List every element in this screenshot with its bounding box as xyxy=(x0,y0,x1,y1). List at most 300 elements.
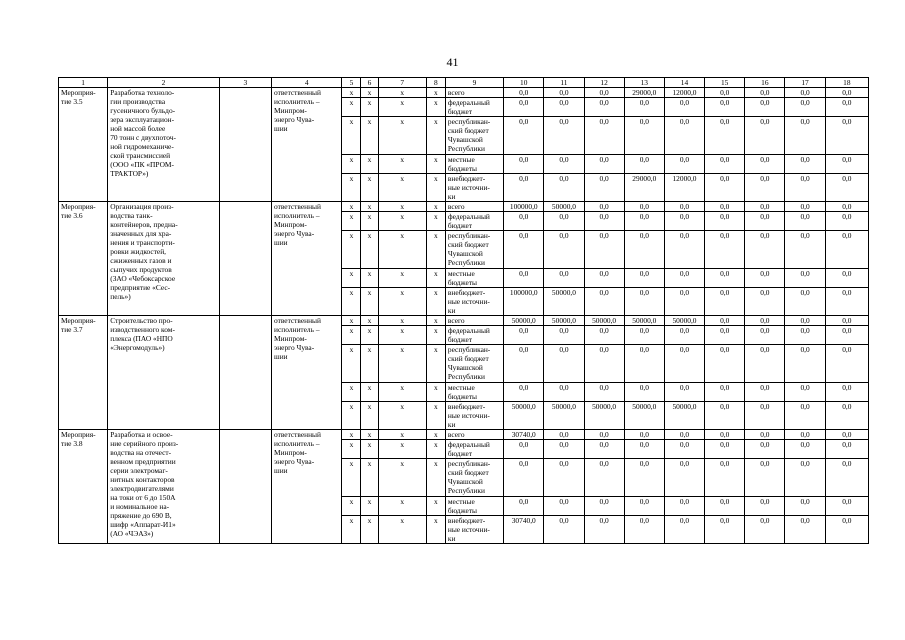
x-mark: x xyxy=(361,440,378,459)
amount-value: 0,0 xyxy=(504,174,544,202)
x-mark: x xyxy=(361,174,378,202)
measure-id: Мероприя- тие 3.7 xyxy=(59,316,108,430)
amount-value: 0,0 xyxy=(785,202,825,212)
page-number: 41 xyxy=(446,55,459,69)
column-number-header: 12 xyxy=(584,78,624,88)
amount-value: 0,0 xyxy=(785,88,825,98)
x-mark: x xyxy=(342,459,361,497)
x-mark: x xyxy=(426,212,445,231)
x-mark: x xyxy=(378,269,426,288)
amount-value: 50000,0 xyxy=(544,402,584,430)
x-mark: x xyxy=(342,269,361,288)
amount-value: 0,0 xyxy=(705,98,745,117)
column-number-header: 1 xyxy=(59,78,108,88)
amount-value: 0,0 xyxy=(785,440,825,459)
amount-value: 0,0 xyxy=(504,383,544,402)
amount-value: 0,0 xyxy=(544,459,584,497)
table-row xyxy=(59,430,869,440)
column-number-header: 4 xyxy=(272,78,342,88)
measure-name: Строительство про- изводственного ком- плекса (ПАО «НПО «Энергомодуль») xyxy=(108,316,220,430)
amount-value: 0,0 xyxy=(664,231,704,269)
funding-source: внебюджет- ные источни- ки xyxy=(445,288,503,316)
x-mark: x xyxy=(426,231,445,269)
amount-value: 0,0 xyxy=(825,316,868,326)
column-number-header: 3 xyxy=(219,78,271,88)
amount-value: 0,0 xyxy=(705,202,745,212)
amount-value: 0,0 xyxy=(785,430,825,440)
amount-value: 0,0 xyxy=(584,174,624,202)
x-mark: x xyxy=(342,345,361,383)
amount-value: 0,0 xyxy=(544,440,584,459)
empty-cell xyxy=(219,88,271,202)
amount-value: 0,0 xyxy=(584,497,624,516)
funding-source: федеральный бюджет xyxy=(445,326,503,345)
amount-value: 0,0 xyxy=(745,516,785,544)
amount-value: 0,0 xyxy=(705,269,745,288)
amount-value: 0,0 xyxy=(584,88,624,98)
amount-value: 0,0 xyxy=(504,345,544,383)
amount-value: 0,0 xyxy=(624,202,664,212)
amount-value: 0,0 xyxy=(705,430,745,440)
x-mark: x xyxy=(426,326,445,345)
amount-value: 0,0 xyxy=(544,98,584,117)
amount-value: 50000,0 xyxy=(544,288,584,316)
amount-value: 0,0 xyxy=(745,326,785,345)
empty-cell xyxy=(219,316,271,430)
amount-value: 0,0 xyxy=(825,516,868,544)
x-mark: x xyxy=(361,98,378,117)
x-mark: x xyxy=(361,316,378,326)
amount-value: 0,0 xyxy=(664,497,704,516)
header-row xyxy=(59,78,869,88)
amount-value: 0,0 xyxy=(745,202,785,212)
x-mark: x xyxy=(342,231,361,269)
x-mark: x xyxy=(378,383,426,402)
measure-name: Разработка техноло- гии производства гусеничного бульдо- зера эксплуатацион- ной массой более 70 тонн с двухпоточ- ной гидромеханиче- ской трансмиссией (ООО «ПК «ПРОМ- ТРАКТОР») xyxy=(108,88,220,202)
x-mark: x xyxy=(361,430,378,440)
amount-value: 0,0 xyxy=(745,430,785,440)
amount-value: 0,0 xyxy=(504,440,544,459)
amount-value: 0,0 xyxy=(584,231,624,269)
amount-value: 0,0 xyxy=(664,459,704,497)
amount-value: 0,0 xyxy=(504,155,544,174)
amount-value: 50000,0 xyxy=(544,202,584,212)
x-mark: x xyxy=(342,202,361,212)
executor: ответственный исполнитель – Минпром- энерго Чува- шии xyxy=(272,88,342,202)
column-number-header: 17 xyxy=(785,78,825,88)
amount-value: 0,0 xyxy=(544,516,584,544)
amount-value: 0,0 xyxy=(705,231,745,269)
amount-value: 0,0 xyxy=(544,345,584,383)
amount-value: 0,0 xyxy=(584,212,624,231)
amount-value: 12000,0 xyxy=(664,174,704,202)
x-mark: x xyxy=(342,497,361,516)
amount-value: 0,0 xyxy=(705,117,745,155)
amount-value: 0,0 xyxy=(745,316,785,326)
amount-value: 0,0 xyxy=(785,326,825,345)
amount-value: 30740,0 xyxy=(504,516,544,544)
amount-value: 0,0 xyxy=(624,345,664,383)
x-mark: x xyxy=(426,202,445,212)
table-row xyxy=(59,316,869,326)
funding-source: всего xyxy=(445,316,503,326)
amount-value: 0,0 xyxy=(825,98,868,117)
amount-value: 0,0 xyxy=(825,269,868,288)
amount-value: 29000,0 xyxy=(624,88,664,98)
x-mark: x xyxy=(378,231,426,269)
amount-value: 0,0 xyxy=(624,98,664,117)
empty-cell xyxy=(219,202,271,316)
amount-value: 0,0 xyxy=(745,440,785,459)
amount-value: 0,0 xyxy=(624,326,664,345)
column-number-header: 7 xyxy=(378,78,426,88)
amount-value: 0,0 xyxy=(825,402,868,430)
x-mark: x xyxy=(426,269,445,288)
amount-value: 0,0 xyxy=(785,383,825,402)
amount-value: 0,0 xyxy=(664,288,704,316)
amount-value: 0,0 xyxy=(785,345,825,383)
x-mark: x xyxy=(426,516,445,544)
x-mark: x xyxy=(361,326,378,345)
amount-value: 50000,0 xyxy=(624,316,664,326)
amount-value: 50000,0 xyxy=(664,402,704,430)
amount-value: 0,0 xyxy=(705,402,745,430)
amount-value: 0,0 xyxy=(664,383,704,402)
amount-value: 0,0 xyxy=(504,459,544,497)
amount-value: 100000,0 xyxy=(504,288,544,316)
empty-cell xyxy=(219,430,271,544)
x-mark: x xyxy=(361,212,378,231)
amount-value: 0,0 xyxy=(624,117,664,155)
x-mark: x xyxy=(361,459,378,497)
amount-value: 0,0 xyxy=(624,269,664,288)
x-mark: x xyxy=(378,345,426,383)
amount-value: 0,0 xyxy=(504,326,544,345)
amount-value: 0,0 xyxy=(785,459,825,497)
amount-value: 0,0 xyxy=(745,402,785,430)
amount-value: 0,0 xyxy=(624,430,664,440)
x-mark: x xyxy=(361,202,378,212)
amount-value: 0,0 xyxy=(544,326,584,345)
funding-source: местные бюджеты xyxy=(445,269,503,288)
x-mark: x xyxy=(342,117,361,155)
amount-value: 0,0 xyxy=(705,316,745,326)
amount-value: 0,0 xyxy=(504,98,544,117)
amount-value: 0,0 xyxy=(745,117,785,155)
amount-value: 0,0 xyxy=(664,117,704,155)
amount-value: 0,0 xyxy=(504,231,544,269)
column-number-header: 8 xyxy=(426,78,445,88)
amount-value: 0,0 xyxy=(544,155,584,174)
amount-value: 0,0 xyxy=(825,326,868,345)
x-mark: x xyxy=(361,402,378,430)
amount-value: 0,0 xyxy=(705,497,745,516)
amount-value: 50000,0 xyxy=(584,402,624,430)
column-number-header: 5 xyxy=(342,78,361,88)
amount-value: 0,0 xyxy=(584,269,624,288)
amount-value: 50000,0 xyxy=(624,402,664,430)
x-mark: x xyxy=(342,212,361,231)
x-mark: x xyxy=(361,117,378,155)
x-mark: x xyxy=(378,430,426,440)
x-mark: x xyxy=(361,155,378,174)
amount-value: 0,0 xyxy=(745,212,785,231)
amount-value: 0,0 xyxy=(825,88,868,98)
amount-value: 0,0 xyxy=(624,440,664,459)
amount-value: 0,0 xyxy=(624,516,664,544)
amount-value: 0,0 xyxy=(544,117,584,155)
x-mark: x xyxy=(342,98,361,117)
amount-value: 0,0 xyxy=(745,174,785,202)
amount-value: 0,0 xyxy=(624,459,664,497)
measure-name: Организация произ- водства танк- контейнеров, предна- значенных для хра- нения и транспорти- ровки жидкостей, сжиженных газов и сыпучих продуктов (ЗАО «Чебоксарское предприятие «Сес- пель») xyxy=(108,202,220,316)
x-mark: x xyxy=(378,459,426,497)
x-mark: x xyxy=(426,117,445,155)
x-mark: x xyxy=(378,212,426,231)
amount-value: 0,0 xyxy=(584,459,624,497)
amount-value: 0,0 xyxy=(664,516,704,544)
funding-source: местные бюджеты xyxy=(445,497,503,516)
amount-value: 0,0 xyxy=(705,440,745,459)
x-mark: x xyxy=(342,326,361,345)
column-number-header: 14 xyxy=(664,78,704,88)
amount-value: 0,0 xyxy=(825,383,868,402)
x-mark: x xyxy=(361,516,378,544)
column-number-header: 16 xyxy=(745,78,785,88)
amount-value: 0,0 xyxy=(825,231,868,269)
funding-source: республикан- ский бюджет Чувашской Республики xyxy=(445,459,503,497)
amount-value: 0,0 xyxy=(544,88,584,98)
column-number-header: 15 xyxy=(705,78,745,88)
amount-value: 0,0 xyxy=(664,98,704,117)
funding-source: республикан- ский бюджет Чувашской Республики xyxy=(445,117,503,155)
amount-value: 12000,0 xyxy=(664,88,704,98)
amount-value: 0,0 xyxy=(664,212,704,231)
amount-value: 0,0 xyxy=(624,383,664,402)
amount-value: 0,0 xyxy=(705,88,745,98)
amount-value: 100000,0 xyxy=(504,202,544,212)
amount-value: 0,0 xyxy=(584,326,624,345)
amount-value: 0,0 xyxy=(745,231,785,269)
amount-value: 0,0 xyxy=(624,497,664,516)
amount-value: 0,0 xyxy=(705,174,745,202)
amount-value: 0,0 xyxy=(705,459,745,497)
x-mark: x xyxy=(342,440,361,459)
amount-value: 0,0 xyxy=(584,345,624,383)
amount-value: 0,0 xyxy=(664,430,704,440)
amount-value: 0,0 xyxy=(584,440,624,459)
x-mark: x xyxy=(342,516,361,544)
x-mark: x xyxy=(342,316,361,326)
amount-value: 0,0 xyxy=(705,288,745,316)
x-mark: x xyxy=(361,231,378,269)
x-mark: x xyxy=(378,316,426,326)
column-number-header: 6 xyxy=(361,78,378,88)
funding-source: внебюджет- ные источни- ки xyxy=(445,174,503,202)
amount-value: 0,0 xyxy=(504,497,544,516)
amount-value: 0,0 xyxy=(544,383,584,402)
measure-id: Мероприя- тие 3.8 xyxy=(59,430,108,544)
x-mark: x xyxy=(361,383,378,402)
amount-value: 50000,0 xyxy=(664,316,704,326)
amount-value: 0,0 xyxy=(785,98,825,117)
amount-value: 0,0 xyxy=(825,497,868,516)
amount-value: 0,0 xyxy=(785,212,825,231)
amount-value: 0,0 xyxy=(745,269,785,288)
funding-source: республикан- ский бюджет Чувашской Республики xyxy=(445,345,503,383)
amount-value: 0,0 xyxy=(584,202,624,212)
funding-source: всего xyxy=(445,88,503,98)
x-mark: x xyxy=(426,345,445,383)
amount-value: 0,0 xyxy=(584,516,624,544)
column-number-header: 2 xyxy=(108,78,220,88)
amount-value: 0,0 xyxy=(785,497,825,516)
x-mark: x xyxy=(342,402,361,430)
amount-value: 0,0 xyxy=(705,326,745,345)
amount-value: 0,0 xyxy=(504,269,544,288)
x-mark: x xyxy=(426,459,445,497)
amount-value: 0,0 xyxy=(785,516,825,544)
funding-source: внебюджет- ные источни- ки xyxy=(445,402,503,430)
amount-value: 0,0 xyxy=(705,212,745,231)
amount-value: 0,0 xyxy=(745,155,785,174)
x-mark: x xyxy=(426,440,445,459)
amount-value: 0,0 xyxy=(745,345,785,383)
x-mark: x xyxy=(361,497,378,516)
x-mark: x xyxy=(361,345,378,383)
amount-value: 0,0 xyxy=(664,269,704,288)
amount-value: 50000,0 xyxy=(504,316,544,326)
x-mark: x xyxy=(378,516,426,544)
amount-value: 0,0 xyxy=(544,269,584,288)
column-number-header: 13 xyxy=(624,78,664,88)
x-mark: x xyxy=(426,288,445,316)
amount-value: 0,0 xyxy=(785,231,825,269)
x-mark: x xyxy=(361,269,378,288)
table-row xyxy=(59,202,869,212)
funding-source: федеральный бюджет xyxy=(445,98,503,117)
x-mark: x xyxy=(378,155,426,174)
measure-name: Разработка и освое- ние серийного произ- водства на отечест- венном предприятии серии электромаг- нитных контакторов электродвигателями на токи от 6 до 150А и номинальное на- пряжение до 690 В, шифр «Аппарат-И1» (АО «ЧЭАЗ») xyxy=(108,430,220,544)
amount-value: 50000,0 xyxy=(584,316,624,326)
x-mark: x xyxy=(342,288,361,316)
amount-value: 0,0 xyxy=(825,459,868,497)
x-mark: x xyxy=(378,440,426,459)
amount-value: 29000,0 xyxy=(624,174,664,202)
amount-value: 0,0 xyxy=(785,117,825,155)
amount-value: 0,0 xyxy=(825,430,868,440)
amount-value: 0,0 xyxy=(705,155,745,174)
column-number-header: 9 xyxy=(445,78,503,88)
x-mark: x xyxy=(426,316,445,326)
amount-value: 0,0 xyxy=(825,174,868,202)
x-mark: x xyxy=(426,155,445,174)
amount-value: 0,0 xyxy=(584,155,624,174)
amount-value: 0,0 xyxy=(544,174,584,202)
x-mark: x xyxy=(342,174,361,202)
funding-source: местные бюджеты xyxy=(445,155,503,174)
amount-value: 0,0 xyxy=(544,231,584,269)
funding-source: внебюджет- ные источни- ки xyxy=(445,516,503,544)
measure-id: Мероприя- тие 3.5 xyxy=(59,88,108,202)
column-number-header: 10 xyxy=(504,78,544,88)
executor: ответственный исполнитель – Минпром- энерго Чува- шии xyxy=(272,430,342,544)
amount-value: 0,0 xyxy=(664,345,704,383)
amount-value: 0,0 xyxy=(584,98,624,117)
x-mark: x xyxy=(378,88,426,98)
amount-value: 0,0 xyxy=(825,440,868,459)
column-number-header: 18 xyxy=(825,78,868,88)
x-mark: x xyxy=(342,383,361,402)
x-mark: x xyxy=(378,174,426,202)
x-mark: x xyxy=(378,497,426,516)
executor: ответственный исполнитель – Минпром- энерго Чува- шии xyxy=(272,316,342,430)
amount-value: 0,0 xyxy=(705,383,745,402)
funding-source: республикан- ский бюджет Чувашской Республики xyxy=(445,231,503,269)
x-mark: x xyxy=(426,98,445,117)
funding-source: федеральный бюджет xyxy=(445,440,503,459)
amount-value: 0,0 xyxy=(544,212,584,231)
amount-value: 0,0 xyxy=(745,459,785,497)
amount-value: 30740,0 xyxy=(504,430,544,440)
amount-value: 0,0 xyxy=(544,497,584,516)
amount-value: 0,0 xyxy=(584,288,624,316)
amount-value: 0,0 xyxy=(664,202,704,212)
amount-value: 0,0 xyxy=(785,269,825,288)
funding-source: всего xyxy=(445,202,503,212)
x-mark: x xyxy=(361,288,378,316)
executor: ответственный исполнитель – Минпром- энерго Чува- шии xyxy=(272,202,342,316)
x-mark: x xyxy=(426,174,445,202)
x-mark: x xyxy=(378,288,426,316)
amount-value: 0,0 xyxy=(745,383,785,402)
amount-value: 0,0 xyxy=(624,212,664,231)
amount-value: 0,0 xyxy=(584,430,624,440)
amount-value: 0,0 xyxy=(745,497,785,516)
amount-value: 0,0 xyxy=(825,288,868,316)
amount-value: 0,0 xyxy=(745,288,785,316)
amount-value: 0,0 xyxy=(825,202,868,212)
amount-value: 0,0 xyxy=(745,98,785,117)
x-mark: x xyxy=(378,202,426,212)
amount-value: 0,0 xyxy=(825,345,868,383)
x-mark: x xyxy=(342,88,361,98)
amount-value: 50000,0 xyxy=(544,316,584,326)
amount-value: 0,0 xyxy=(584,117,624,155)
x-mark: x xyxy=(426,497,445,516)
amount-value: 0,0 xyxy=(785,288,825,316)
amount-value: 0,0 xyxy=(825,155,868,174)
amount-value: 0,0 xyxy=(624,231,664,269)
amount-value: 0,0 xyxy=(584,383,624,402)
x-mark: x xyxy=(342,430,361,440)
amount-value: 0,0 xyxy=(504,212,544,231)
x-mark: x xyxy=(378,98,426,117)
x-mark: x xyxy=(378,117,426,155)
amount-value: 0,0 xyxy=(785,174,825,202)
x-mark: x xyxy=(426,402,445,430)
amount-value: 0,0 xyxy=(705,516,745,544)
amount-value: 50000,0 xyxy=(504,402,544,430)
amount-value: 0,0 xyxy=(785,155,825,174)
amount-value: 0,0 xyxy=(664,440,704,459)
funding-source: всего xyxy=(445,430,503,440)
amount-value: 0,0 xyxy=(624,155,664,174)
amount-value: 0,0 xyxy=(785,402,825,430)
amount-value: 0,0 xyxy=(624,288,664,316)
column-number-header: 11 xyxy=(544,78,584,88)
x-mark: x xyxy=(378,402,426,430)
